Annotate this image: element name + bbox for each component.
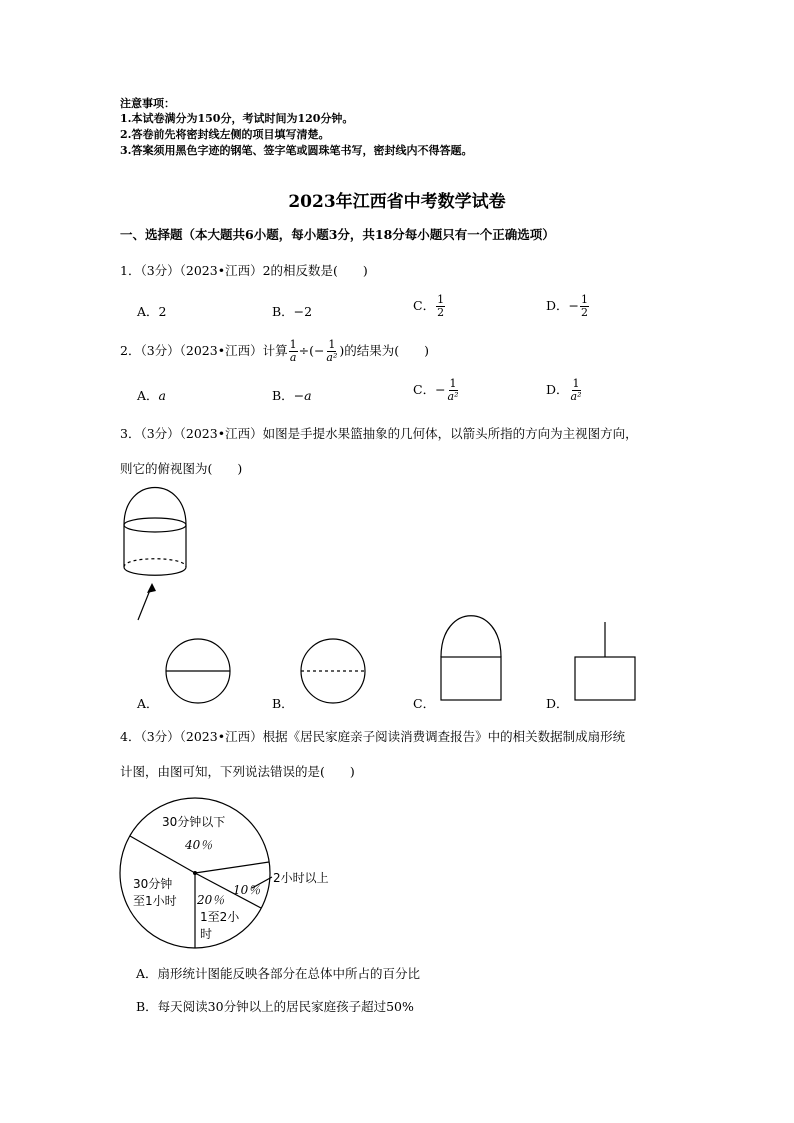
notice-item-1: 1.本试卷满分为150分，考试时间为120分钟。 bbox=[120, 112, 354, 125]
q1-option-a: A．2 bbox=[137, 304, 167, 319]
pie-divider-2 bbox=[195, 862, 269, 873]
q3-stem-line2: 则它的俯视图为( ) bbox=[120, 461, 243, 476]
notice-item-3: 3.答案须用黑色字迹的钢笔、签字笔或圆珠笔书写，密封线内不得答题。 bbox=[120, 144, 473, 157]
variable-a-squared: a² bbox=[570, 390, 582, 403]
q1-option-b: B．−2 bbox=[272, 304, 313, 319]
q3-option-a: A． bbox=[137, 696, 159, 711]
fraction-numerator: 1 bbox=[328, 338, 336, 351]
pie-label-30min-1h-line2: 至1小时 bbox=[133, 894, 177, 908]
fraction-numerator: 1 bbox=[572, 377, 580, 390]
notice-item-2: 2.答卷前先将密封线左侧的项目填写清楚。 bbox=[120, 128, 330, 141]
pie-pct-40: 40％ bbox=[185, 838, 213, 852]
pie-label-30min-1h-line1: 30分钟 bbox=[133, 877, 173, 891]
fraction-numerator: 1 bbox=[437, 293, 445, 306]
variable-a-squared: a² bbox=[447, 390, 459, 403]
q2-operator: ÷(− bbox=[298, 343, 325, 358]
fraction-denominator: 2 bbox=[581, 306, 588, 319]
q1-option-c-label: C． bbox=[413, 298, 436, 313]
pie-label-under-30min: 30分钟以下 bbox=[162, 815, 226, 829]
q4-stem-line1: 4．（3分）（2023•江西）根据《居民家庭亲子阅读消费调查报告》中的相关数据制成扇形统 bbox=[120, 729, 626, 744]
fraction-numerator: 1 bbox=[581, 293, 588, 306]
section-heading: 一、选择题（本大题共6小题，每小题3分，共18分每小题只有一个正确选项） bbox=[120, 227, 555, 242]
exam-title: 2023年江西省中考数学试卷 bbox=[288, 192, 506, 212]
pie-center-dot bbox=[193, 871, 197, 875]
pie-pct-10: 10％ bbox=[233, 883, 261, 897]
pie-label-1-2h-line2: 时 bbox=[200, 927, 213, 941]
q2-option-a-value: a bbox=[158, 388, 166, 403]
q2-option-c-label: C．− bbox=[413, 382, 446, 397]
variable-a: a bbox=[289, 351, 297, 364]
notice-heading: 注意事项： bbox=[120, 97, 175, 110]
q3-option-c: C． bbox=[413, 696, 436, 711]
fraction-numerator: 1 bbox=[289, 338, 297, 351]
pie-label-over-2h: 2小时以上 bbox=[273, 871, 329, 885]
q4-stem-line2: 计图，由图可知，下列说法错误的是( ) bbox=[120, 764, 355, 779]
pie-pct-20: 20％ bbox=[197, 893, 225, 907]
q1-option-d-label: D．− bbox=[546, 298, 579, 313]
variable-a-squared: a² bbox=[326, 351, 338, 364]
q4-statement-a: A．扇形统计图能反映各部分在总体中所占的百分比 bbox=[136, 966, 421, 981]
q3-stem-line1: 3．（3分）（2023•江西）如图是手提水果篮抽象的几何体，以箭头所指的方向为主视图方向， bbox=[120, 426, 638, 441]
q2-option-d-label: D． bbox=[546, 382, 569, 397]
fraction-numerator: 1 bbox=[449, 377, 457, 390]
q2-option-b-label: B． bbox=[272, 388, 294, 403]
q4-statement-b: B．每天阅读30分钟以上的居民家庭孩子超过50% bbox=[136, 999, 414, 1014]
q2-option-b-value: −a bbox=[293, 388, 312, 403]
q2-stem-suffix: )的结果为( ) bbox=[339, 343, 430, 358]
pie-label-1-2h-line1: 1至2小 bbox=[200, 910, 240, 924]
q1-stem: 1．（3分）（2023•江西）2的相反数是( ) bbox=[120, 263, 368, 278]
q2-stem-prefix: 2．（3分）（2023•江西）计算 bbox=[120, 343, 288, 358]
q3-option-b: B． bbox=[272, 696, 294, 711]
q3-option-d: D． bbox=[546, 696, 569, 711]
fraction-denominator: 2 bbox=[437, 306, 445, 319]
q2-option-a-label: A． bbox=[137, 388, 159, 403]
